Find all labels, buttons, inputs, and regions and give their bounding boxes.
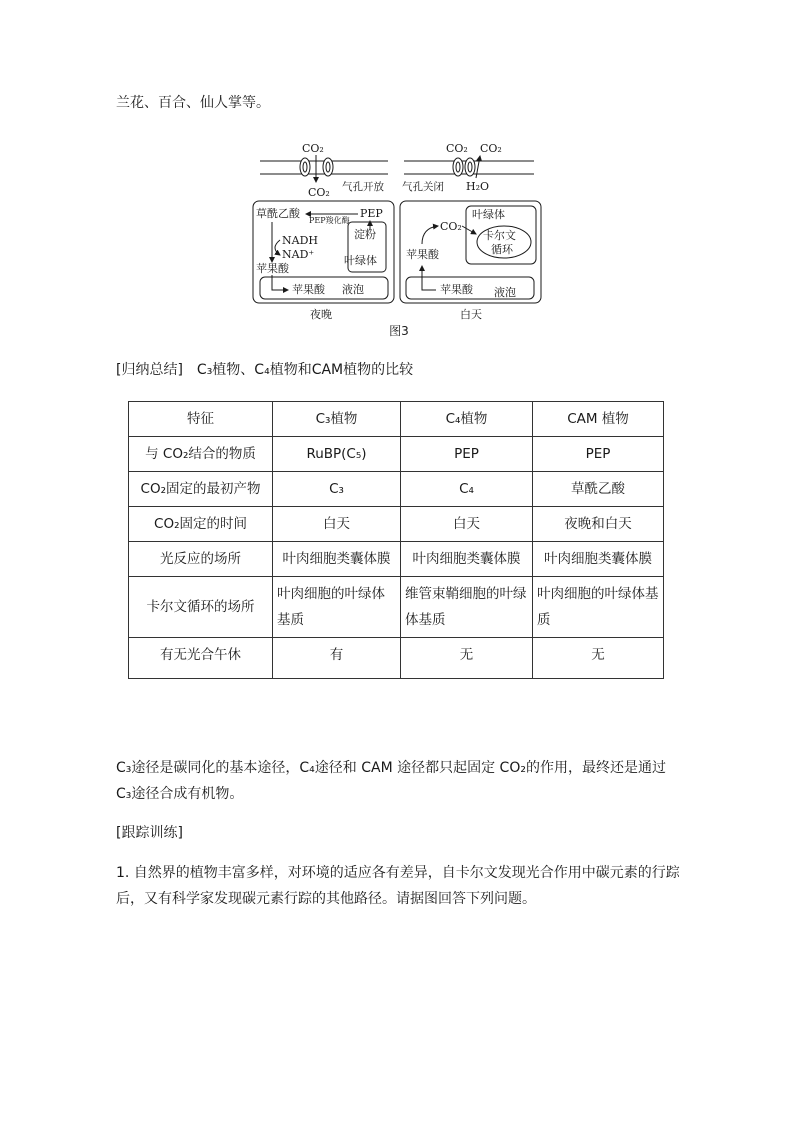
night-oaa: 草酰乙酸 xyxy=(256,207,300,220)
intro-text: 兰花、百合、仙人掌等。 xyxy=(116,95,270,111)
night-malate-vacuole: 苹果酸 xyxy=(292,283,325,296)
table-cell: CO₂固定的时间 xyxy=(129,507,273,542)
table-header-cell: C₃植物 xyxy=(273,402,401,437)
night-starch: 淀粉 xyxy=(354,228,376,241)
table-cell: 白天 xyxy=(401,507,533,542)
night-chloroplast: 叶绿体 xyxy=(344,254,377,267)
table-cell: 有无光合午休 xyxy=(129,638,273,679)
practice-heading: [跟踪训练] xyxy=(116,825,183,841)
table-cell: 无 xyxy=(533,638,664,679)
table-row xyxy=(129,437,664,472)
day-vacuole: 液泡 xyxy=(494,286,516,299)
figure-cam-diagram xyxy=(250,138,550,324)
table-header-cell: CAM 植物 xyxy=(533,402,664,437)
night-vacuole: 液泡 xyxy=(342,283,364,296)
table-cell: 叶肉细胞类囊体膜 xyxy=(401,542,533,577)
table-cell: PEP xyxy=(401,437,533,472)
conclusion-text: C₃途径是碳同化的基本途径，C₄途径和 CAM 途径都只起固定 CO₂的作用，最终还是通过 C₃途径合成有机物。 xyxy=(116,760,666,802)
table-row xyxy=(129,577,664,638)
night-pep: PEP xyxy=(360,207,383,220)
table-row xyxy=(129,542,664,577)
table-cell: 叶肉细胞类囊体膜 xyxy=(533,542,664,577)
table-cell: 卡尔文循环的场所 xyxy=(129,577,273,638)
table-cell: 白天 xyxy=(273,507,401,542)
day-co2-a: CO₂ xyxy=(446,142,468,155)
night-enzyme: PEP羧化酶 xyxy=(309,216,350,225)
table-cell: 夜晚和白天 xyxy=(533,507,664,542)
day-co2-b: CO₂ xyxy=(480,142,502,155)
comparison-table xyxy=(128,401,664,679)
table-row xyxy=(129,472,664,507)
night-nadh: NADH xyxy=(282,234,318,247)
night-stomata-state: 气孔开放 xyxy=(342,181,384,193)
day-malate: 苹果酸 xyxy=(406,248,439,261)
table-cell: PEP xyxy=(533,437,664,472)
day-panel xyxy=(400,142,541,321)
summary-heading: [归纳总结] C₃植物、C₄植物和CAM植物的比较 xyxy=(116,362,414,378)
table-cell: 叶肉细胞的叶绿体基质 xyxy=(273,577,401,638)
night-nad: NAD⁺ xyxy=(282,248,315,261)
table-header-cell: C₄植物 xyxy=(401,402,533,437)
table-cell: CO₂固定的最初产物 xyxy=(129,472,273,507)
night-co2-top: CO₂ xyxy=(302,142,324,155)
table-row xyxy=(129,638,664,679)
figure-caption: 图3 xyxy=(389,324,409,338)
day-calvin-line1: 卡尔文 xyxy=(483,229,516,242)
table-cell: 叶肉细胞的叶绿体基质 xyxy=(533,577,664,638)
table-header-cell: 特征 xyxy=(129,402,273,437)
table-cell: 草酰乙酸 xyxy=(533,472,664,507)
table-cell: 叶肉细胞类囊体膜 xyxy=(273,542,401,577)
table-cell: C₃ xyxy=(273,472,401,507)
table-cell: RuBP(C₅) xyxy=(273,437,401,472)
day-stomata-state: 气孔关闭 xyxy=(402,181,444,193)
day-malate-vacuole: 苹果酸 xyxy=(440,283,473,296)
day-label: 白天 xyxy=(460,308,482,321)
table-cell: 维管束鞘细胞的叶绿体基质 xyxy=(401,577,533,638)
night-panel xyxy=(253,142,394,321)
night-co2-below: CO₂ xyxy=(308,186,330,199)
table-header-row xyxy=(129,402,664,437)
day-co2-inner: CO₂ xyxy=(440,220,462,233)
table-cell: 有 xyxy=(273,638,401,679)
night-label: 夜晚 xyxy=(310,308,332,321)
day-calvin-line2: 循环 xyxy=(491,243,513,256)
table-cell: 光反应的场所 xyxy=(129,542,273,577)
table-cell: 与 CO₂结合的物质 xyxy=(129,437,273,472)
table-cell: C₄ xyxy=(401,472,533,507)
table-cell: 无 xyxy=(401,638,533,679)
day-h2o: H₂O xyxy=(466,180,490,193)
table-row xyxy=(129,507,664,542)
day-chloroplast: 叶绿体 xyxy=(472,208,505,221)
night-malate: 苹果酸 xyxy=(256,262,289,275)
question-text: 1. 自然界的植物丰富多样，对环境的适应各有差异，自卡尔文发现光合作用中碳元素的行踪后，又有科学家发现碳元素行踪的其他路径。请据图回答下列问题。 xyxy=(116,865,680,907)
